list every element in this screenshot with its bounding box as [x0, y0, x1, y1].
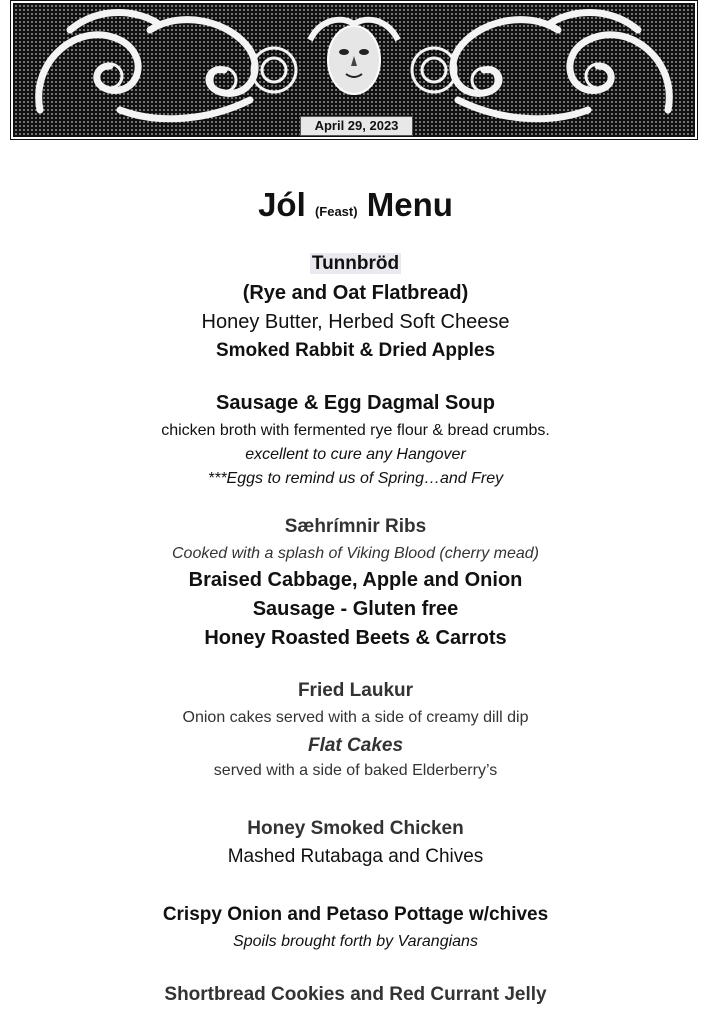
dish-name: Sausage - Gluten free — [252, 598, 459, 620]
page-title — [0, 186, 711, 224]
dish-name: Honey Smoked Chicken — [247, 818, 464, 839]
dish-title-highlight: Tunnbröd — [311, 253, 400, 274]
dish-name: Braised Cabbage, Apple and Onion — [188, 569, 523, 591]
dish-name: Smoked Rabbit & Dried Apples — [215, 340, 496, 361]
dish-description: chicken broth with fermented rye flour & bread crumbs. — [161, 422, 550, 439]
dish-description: Onion cakes served with a side of creamy dill dip — [182, 709, 529, 726]
dish-description: Honey Butter, Herbed Soft Cheese — [201, 311, 510, 333]
dish-description: Spoils brought forth by Varangians — [233, 933, 478, 950]
dish-description: Cooked with a splash of Viking Blood (cherry mead) — [172, 545, 539, 562]
dish-name: Flat Cakes — [307, 735, 404, 756]
dish-name: Sæhrímnir Ribs — [284, 516, 427, 537]
dish-tunnbrod — [0, 253, 711, 275]
dish-name: Honey Roasted Beets & Carrots — [204, 627, 507, 649]
dish-note: ***Eggs to remind us of Spring…and Frey — [207, 470, 504, 487]
dish-subtitle: (Rye and Oat Flatbread) — [242, 282, 469, 304]
title-small: (Feast) — [314, 204, 358, 219]
dish-name: Crispy Onion and Petaso Pottage w/chives — [162, 904, 549, 925]
title-main-left: Jól — [258, 186, 306, 223]
title-main-right: Menu — [366, 186, 453, 223]
dish-name: Sausage & Egg Dagmal Soup — [216, 392, 495, 414]
dish-description: served with a side of baked Elderberry’s — [213, 762, 498, 779]
dish-description: Mashed Rutabaga and Chives — [227, 846, 484, 867]
dish-note: excellent to cure any Hangover — [245, 446, 466, 463]
dish-name: Shortbread Cookies and Red Currant Jelly — [164, 984, 547, 1005]
event-date: April 29, 2023 — [300, 116, 413, 136]
dish-name: Fried Laukur — [297, 680, 414, 701]
